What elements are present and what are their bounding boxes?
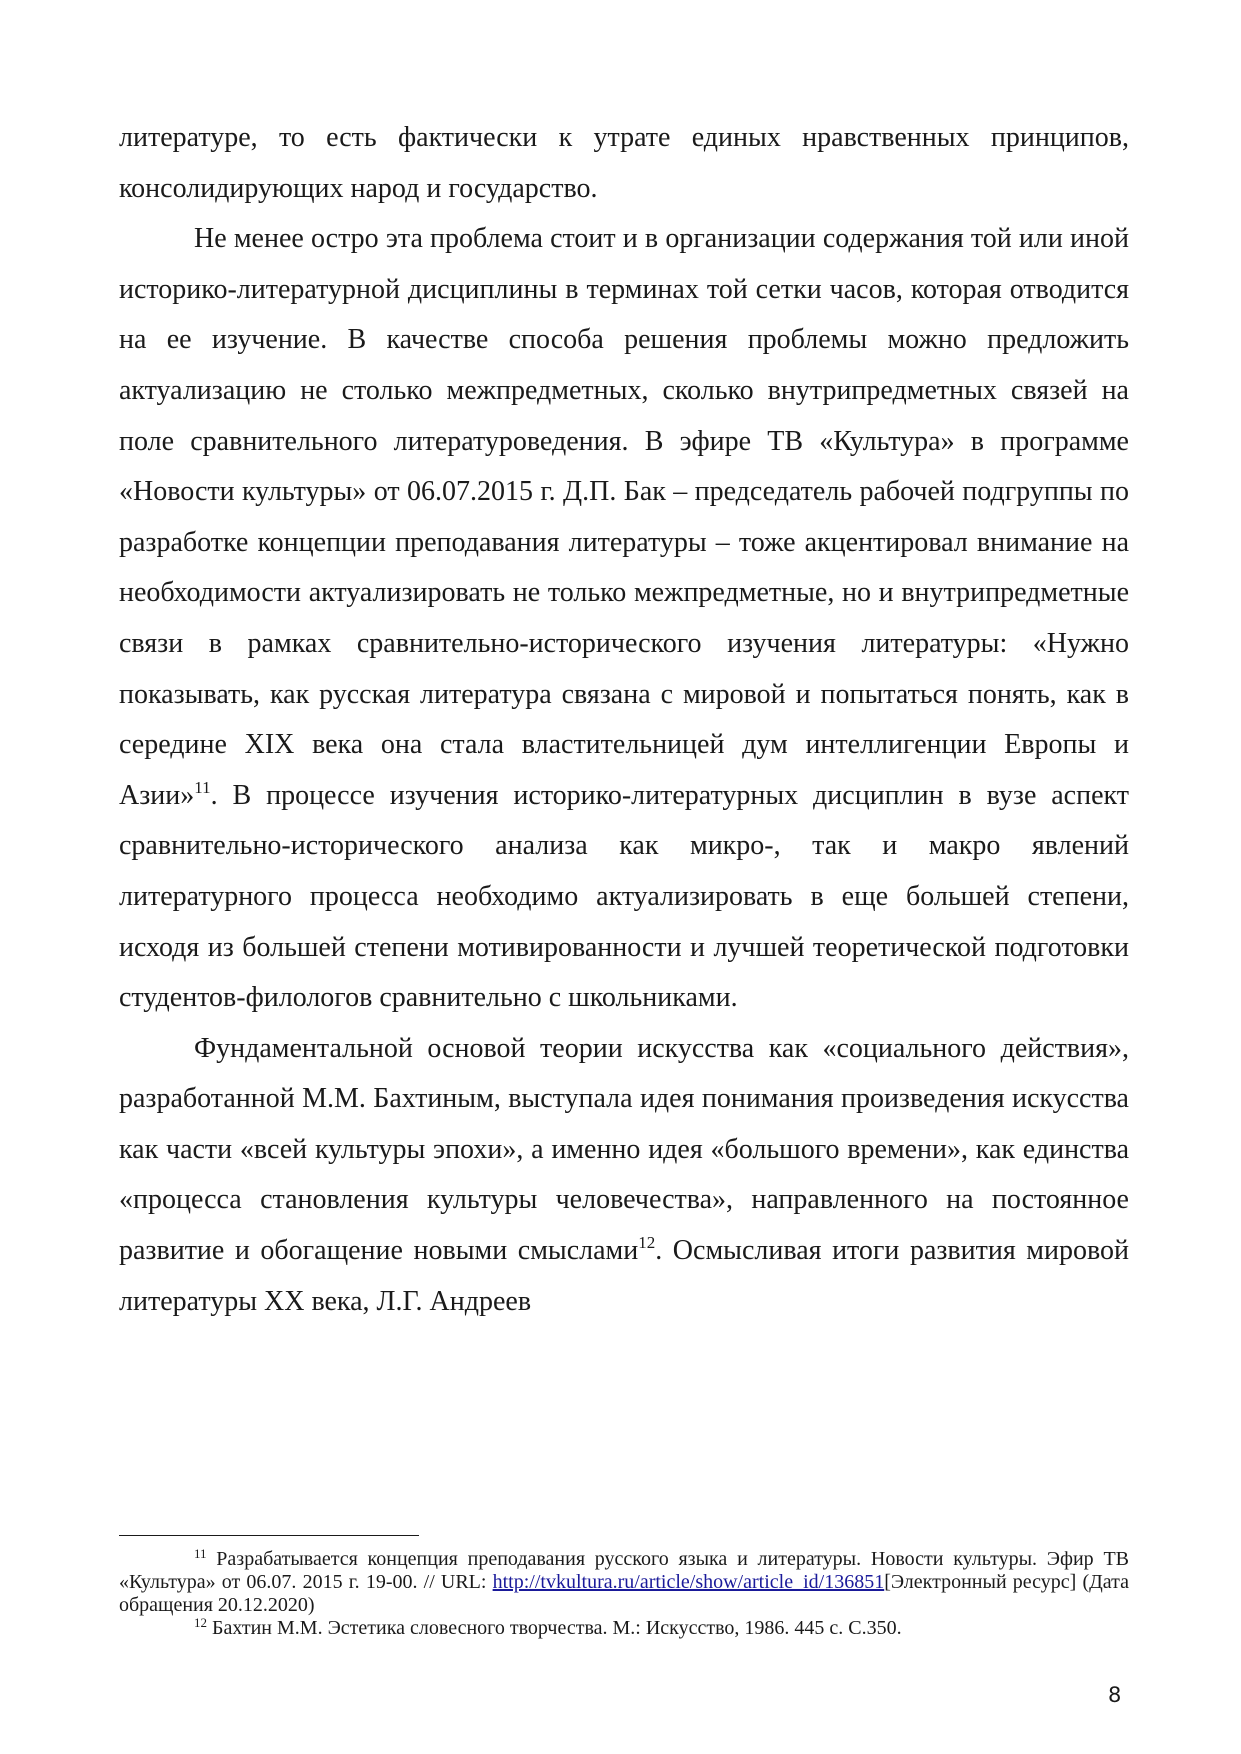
paragraph-1-text: литературе, то есть фактически к утрате единых нравственных принципов, консолидирующих народ и государство. [119,122,1129,204]
main-text [119,113,1129,1327]
paragraph-2-tail: . В процессе изучения историко-литературных дисциплин в вузе аспект сравнительно-исторического анализа как микро-, так и макро явлений литературного процесса необходимо актуализировать в еще большей степени, исходя из большей степени мотивированности и лучшей теоретической подготовки студентов-филологов сравнительно с школьниками. [119,779,1129,1014]
page-number: 8 [1108,1683,1122,1707]
footnote-12 [119,1617,1129,1640]
paragraph-3-tail: . Осмысливая итоги развития мировой литературы XX века, Л.Г. Андреев [119,1235,1129,1317]
footnote-11 [119,1548,1129,1617]
footnotes [119,1548,1129,1640]
paragraph-continuation [119,113,1129,214]
paragraph-bakhtin [119,1024,1129,1328]
paragraph-2-text: Не менее остро эта проблема стоит и в организации содержания той или иной историко-литературной дисциплины в терминах той сетки часов, которая отводится на ее изучение. В качестве способа решения проблемы можно предложить актуализацию не столько межпредметных, сколько внутрипредметных связей на поле сравнительного литературоведения. В эфире ТВ «Культура» в программе «Новости культуры» от 06.07.2015 г. Д.П. Бак – председатель рабочей подгруппы по разработке концепции преподавания литературы – тоже акцентировал внимание на необходимости актуализировать не только межпредметные, но и внутрипредметные связи в рамках сравнительно-исторического изучения литературы: «Нужно показывать, как русская литература связана с мировой и попытаться понять, как в середине XIX века она стала властительницей дум интеллигенции Европы и Азии» [119,223,1129,811]
footnote-11-link[interactable]: http://tvkultura.ru/article/show/article_id/136851 [492,1571,885,1593]
footnote-11-number: 11 [194,1546,207,1561]
paragraph-3-text: Фундаментальной основой теории искусства как «социального действия», разработанной М.М. Бахтиным, выступала идея понимания произведения искусства как части «всей культуры эпохи», а именно идея «большого времени», как единства «процесса становления культуры человечества», направленного на постоянное развитие и обогащение новыми смыслами [119,1032,1129,1267]
footnote-ref-11[interactable]: 11 [194,777,211,797]
footnote-11-text: Разрабатывается концепция преподавания русского языка и литературы. Новости культуры. Эфир ТВ «Культура» от 06.07. 2015 г. 19-00. // URL: [119,1548,1129,1593]
footnote-separator [119,1535,419,1536]
paragraph-intersubject-links [119,214,1129,1024]
footnote-12-number: 12 [194,1615,207,1630]
footnote-12-text: Бахтин М.М. Эстетика словесного творчества. М.: Искусство, 1986. 445 с. С.350. [207,1617,902,1639]
footnote-11-tail: [Электронный ресурс] (Дата обращения 20.12.2020) [119,1571,1129,1616]
footnote-ref-12[interactable]: 12 [638,1233,656,1253]
